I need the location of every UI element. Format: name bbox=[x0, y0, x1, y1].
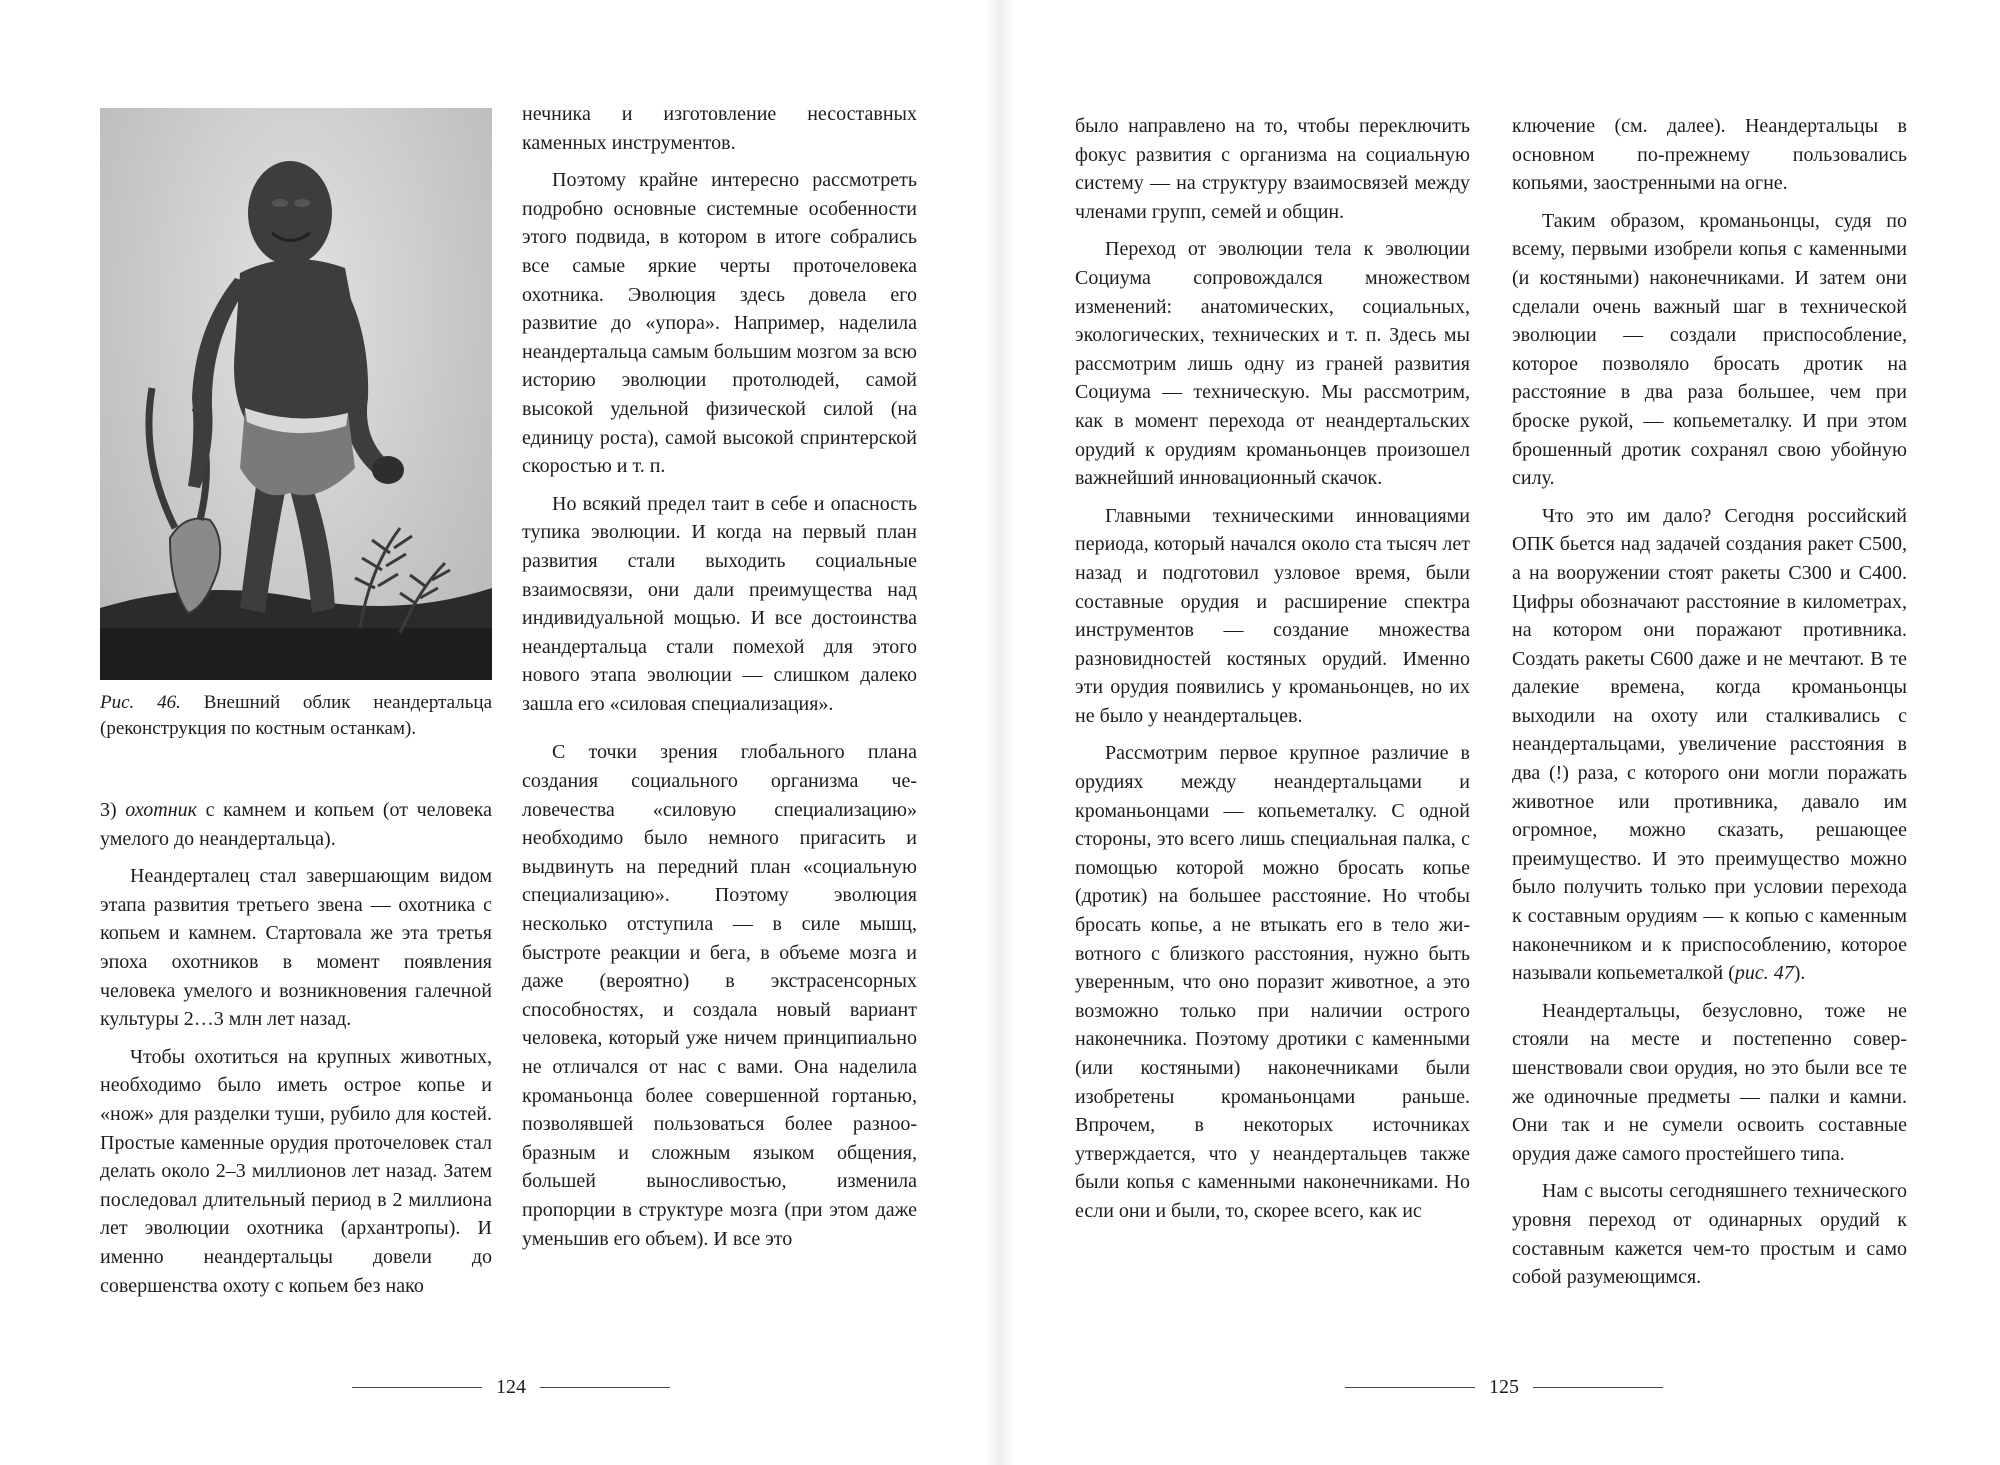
figure-caption-text: Внешний облик неандертальца (реконструкция по костным останкам). bbox=[100, 692, 493, 739]
paragraph: Нам с высоты сегодняшнего технического уровня переход от одинарных орудий к составным кажется чем-то простым и само собой разумеющимся. bbox=[1512, 1180, 1907, 1289]
neanderthal-figure-image bbox=[100, 108, 492, 680]
paragraph: Но всякий предел таит в себе и опасность тупика эволюции. И когда на первый план развития стали выходить социальные взаимосвязи, они дали преимущества над индивидуальной мощью. И все достоинства неандертальца стали помехой для этого нового этапа эволюции — слишком далеко зашла его «силовая специализация». bbox=[522, 492, 917, 715]
paragraph: Неандертальцы, безусловно, тоже не стояли на месте и постепенно совершенствовали свои орудия, но это были все те же одиночные предметы — палки и камни. Они так и не сумели освоить составные орудия даже самого простейшего типа. bbox=[1512, 999, 1907, 1165]
paragraph: было направлено на то, чтобы переключить фокус развития с организма на социальную систему — на структуру взаимосвязей между членами групп, семей и общин. bbox=[1075, 115, 1470, 223]
figure-caption bbox=[100, 690, 492, 742]
neanderthal-illustration bbox=[100, 108, 492, 680]
paragraph: Рассмотрим первое крупное различие в орудиях между неандертальцами и кроманьонцами — копьеметалку. С одной стороны, это всего лишь специальная палка, с помощью которой можно бросать копье (дротик) на большее расстояние. Но чтобы бросать копье, а не втыкать его в тело животного с близкого расстояния, нужно быть уверенным, что оно поразит животное, а это возможно только при наличии острого наконечника. Поэтому дротики с каменными (или костяными) наконечниками были изобретены кроманьонцами раньше. Впрочем, в некоторых источниках утверждается, что у неандертальцев также были копья с каменными наконечниками. Но если они и были, то, скорее всего, как ис bbox=[1075, 742, 1470, 1222]
paragraph: Что это им дало? Сегодня российский ОПК бьется над задачей создания ракет С500, а на вооружении стоят ракеты С300 и С400. Цифры обозначают расстояние в километрах, на котором они поражают противника. Создать ракеты С600 даже и не мечтают. В те далекие времена, когда кроманьонцы выходили на охоту или сталкивались с неандертальцами, увеличение расстояния в два (!) раза, с которого они могли поражать животное или противника, давало им огромное, можно сказать, решающее преимущество. И это преимущество можно было получить только при условии перехода к составным орудиям — к копью с каменным наконечником и к приспособлению, которое называли копьеметалкой (рис. 47). bbox=[1512, 504, 1907, 985]
left-page-column-1 bbox=[100, 796, 492, 1300]
right-page-column-2 bbox=[1512, 112, 1907, 1292]
right-page bbox=[1000, 0, 2000, 1465]
paragraph: Неандерталец стал завершающим видом этапа развития третьего звена — охотника с копьем и камнем. Стартовала же эта третья эпоха охотников в момент появления человека умелого и возникновения галечной культуры 2…3 млн лет назад. bbox=[100, 865, 492, 1031]
figure-caption-label: Рис. 46. bbox=[100, 692, 181, 713]
page-number-right: 125 bbox=[1345, 1376, 1663, 1399]
paragraph: 3) охотник с камнем и копьем (от человека умелого до неандертальца). bbox=[100, 799, 492, 850]
paragraph: Переход от эволюции тела к эволюции Социума сопровождался множеством изменений: анатомических, социальных, экологических, технических и т. п. Здесь мы рассмотрим лишь одну из граней развития Социума — техническую. Мы рассмотрим, как в момент перехода от неандертальских орудий к орудиям кроманьонцев произошел важнейший инновационный скачок. bbox=[1075, 238, 1470, 490]
paragraph: Поэтому крайне интересно рассмотреть подробно основные системные особенности этого подвида, в котором в итоге собрались все самые яркие черты проточеловека охотника. Эволюция здесь довела его развитие до «упора». Например, наделила неандертальца самым большим мозгом за всю историю эволюции протолюдей, самой высокой удельной физической силой (на единицу роста), самой высокой спринтерской скоростью и т. п. bbox=[522, 169, 917, 478]
paragraph: ключение (см. далее). Неандертальцы в основном по-прежнему пользовались копьями, заостренными на огне. bbox=[1512, 115, 1907, 195]
left-page-column-2 bbox=[522, 100, 917, 1253]
paragraph: Таким образом, кроманьонцы, судя по всему, первыми изобрели копья с каменными (и костяными) наконечниками. И затем они сделали очень важный шаг в технической эволюции — создали приспособление, которое позволяло бросать дротик на расстояние в два раза большее, чем при броске рукой, — копьеметалку. И при этом брошенный дротик сохранял свою убойную силу. bbox=[1512, 209, 1907, 490]
paragraph: Главными техническими инновациями периода, который начался около ста тысяч лет назад и подготовил узловое время, были составные орудия и расширение спектра инструментов — создание множества разновидностей костяных орудий. Именно эти орудия появились у кроманьонцев, но их не было у неандертальцев. bbox=[1075, 504, 1470, 727]
right-page-column-1 bbox=[1075, 112, 1470, 1226]
paragraph: Чтобы охотиться на крупных животных, необходимо было иметь острое копье и «нож» для разделки туши, рубило для костей. Простые каменные орудия проточеловек стал делать около 2–3 миллионов лет назад. Затем последовал длительный период в 2 миллиона лет эволюции охотника (архантропы). И именно неандертальцы довели до совершенства охоту с копьем без нако bbox=[100, 1045, 492, 1297]
paragraph: нечника и изготовление несоставных каменных инструментов. bbox=[522, 103, 917, 154]
page-number-left: 124 bbox=[352, 1376, 670, 1399]
paragraph: С точки зрения глобального плана создания социального организма человечества «силовую специализацию» необходимо было немного пригасить и выдвинуть на передний план «социальную специализацию». Поэтому эволюция несколько отступила — в силе мышц, быстроте реакции и бега, в объеме мозга и даже (вероятно) в экстрасенсорных способностях, и создала новый вариант человека, который уже ничем принципиально не отличался от нас с вами. Она наделила кроманьонца более совершенной гортанью, позволявшей пользоваться более разнообразным и сложным языком общения, большей выносливостью, изменила пропорции в структуре мозга (при этом даже уменьшив его объем). И все это bbox=[522, 741, 917, 1250]
